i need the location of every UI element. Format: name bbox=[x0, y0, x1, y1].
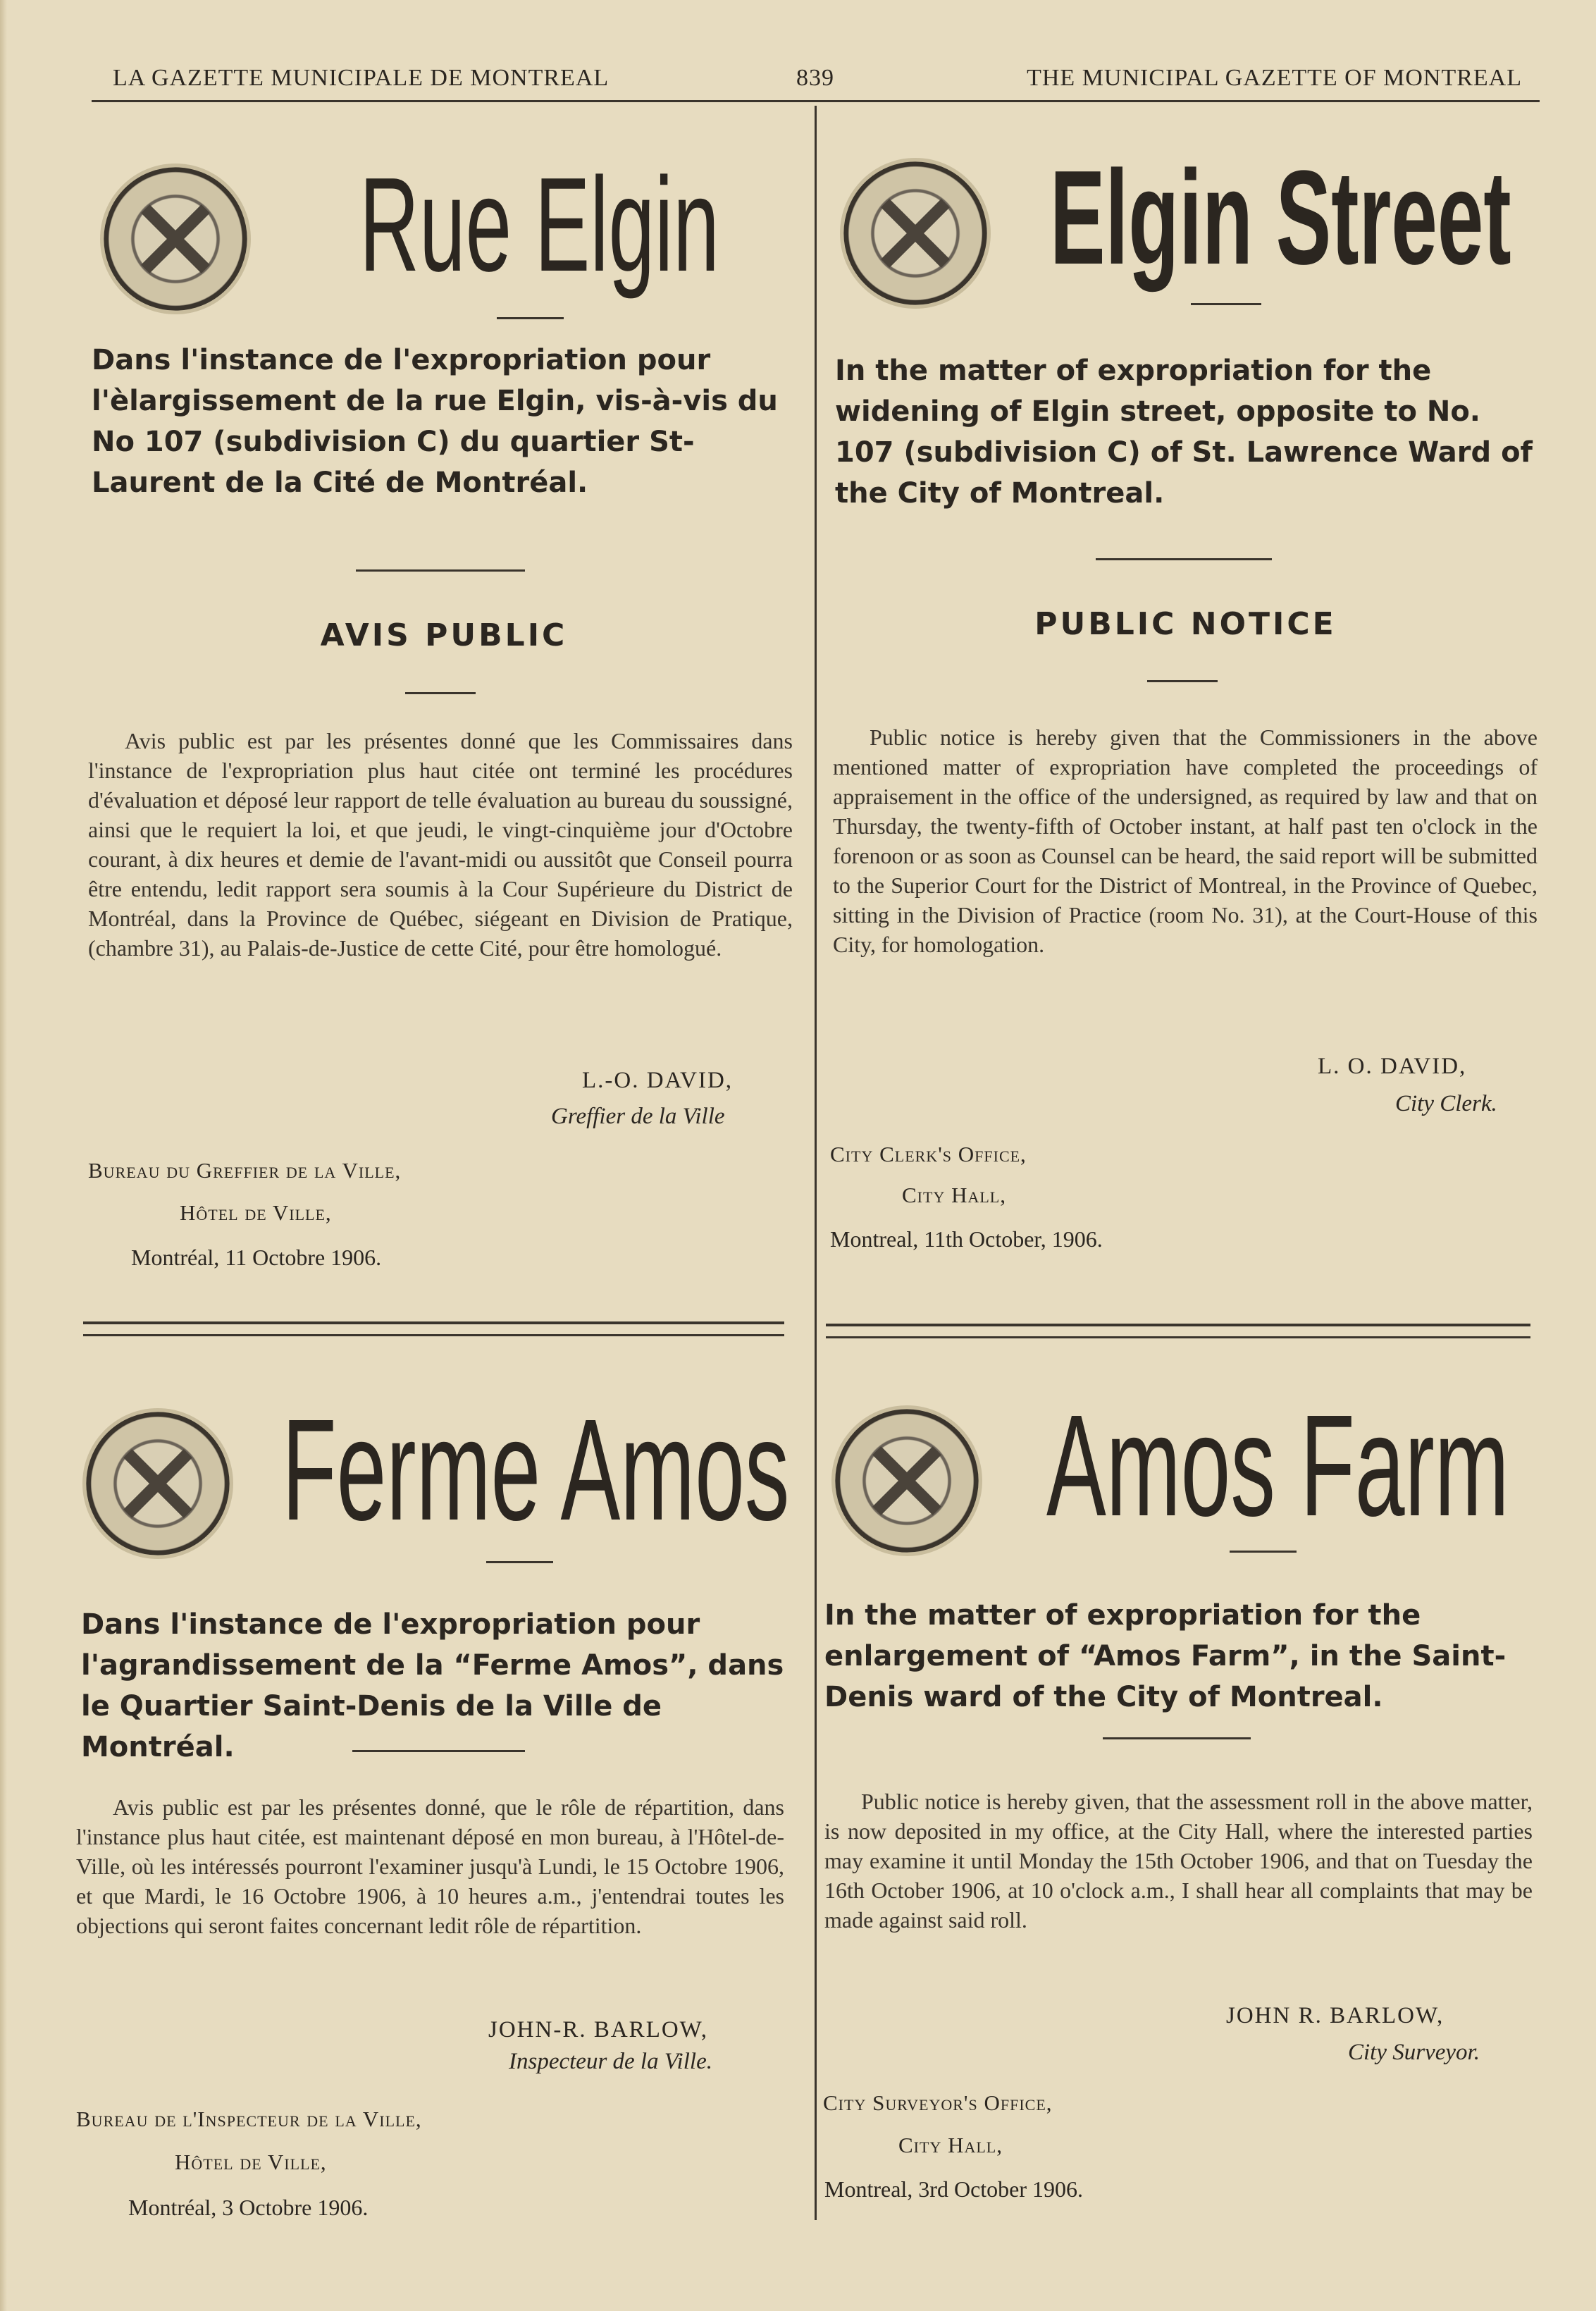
signer-title: Inspecteur de la Ville. bbox=[509, 2049, 712, 2074]
signer-name: L.-O. DAVID, bbox=[582, 1068, 734, 1093]
header-right-title: THE MUNICIPAL GAZETTE OF MONTREAL bbox=[1027, 65, 1522, 91]
section-double-rule bbox=[83, 1321, 784, 1336]
notice-body: Public notice is hereby given, that the assessment roll in the above matter, is now deposited in my office, at the City Hall, where the interested parties may examine it until Monday the 15th October 1906, and that on Tuesday the 16th October 1906, at 10 o'clock a.m., I shall hear all complaints that may be made against said roll. bbox=[824, 1789, 1533, 1933]
seal-icon bbox=[82, 1408, 233, 1559]
notice-heading: AVIS PUBLIC bbox=[320, 617, 568, 653]
notice-lead: Dans l'instance de l'expropriation pour l'agrandissement de la “Ferme Amos”, dans le Quartier Saint-Denis de la Ville de Montréal. bbox=[81, 1608, 784, 1763]
divider bbox=[405, 692, 476, 694]
signer-name: L. O. DAVID, bbox=[1318, 1054, 1467, 1079]
divider bbox=[1230, 1551, 1297, 1553]
notice-date: Montreal, 11th October, 1906. bbox=[830, 1226, 1103, 1252]
seal-icon bbox=[100, 164, 251, 314]
office-line: Hôtel de Ville, bbox=[175, 2150, 327, 2174]
notice-title: Elgin Street bbox=[1050, 143, 1511, 292]
notice-body: Public notice is hereby given that the Commissioners in the above mentioned matter of expropriation have completed the proceedings of appraisement in the office of the undersigned, as required by law and that on Thursday, the twenty-fifth of October instant, at half past ten o'clock in the forenoon or as soon as Counsel can be heard, the said report will be submitted to the Superior Court for the District of Montreal, in the Province of Quebec, sitting in the Division of Practice (room No. 31), at the Court-House of this City, for homologation. bbox=[833, 725, 1538, 957]
notice-date: Montréal, 3 Octobre 1906. bbox=[128, 2195, 369, 2220]
signer-title: City Clerk. bbox=[1395, 1091, 1497, 1116]
signer-name: JOHN R. BARLOW, bbox=[1226, 2003, 1445, 2028]
office-line: Bureau de l'Inspecteur de la Ville, bbox=[76, 2107, 422, 2131]
page-number: 839 bbox=[796, 65, 834, 91]
office-line: Bureau du Greffier de la Ville, bbox=[88, 1158, 402, 1183]
signer-name: JOHN-R. BARLOW, bbox=[488, 2017, 709, 2042]
office-line: City Hall, bbox=[902, 1183, 1006, 1207]
page-edge bbox=[0, 0, 7, 2311]
office-line: City Hall, bbox=[898, 2133, 1003, 2157]
notice-heading: PUBLIC NOTICE bbox=[1034, 606, 1337, 642]
divider bbox=[1096, 558, 1272, 560]
seal-icon bbox=[831, 1405, 982, 1556]
divider bbox=[1191, 303, 1261, 305]
section-double-rule bbox=[826, 1324, 1530, 1338]
notice-lead: In the matter of expropriation for the widening of Elgin street, opposite to No. 107 (subdivision C) of St. Lawrence Ward of the City of Montreal. bbox=[835, 355, 1533, 510]
divider bbox=[1147, 680, 1218, 682]
divider bbox=[486, 1561, 553, 1563]
seal-icon bbox=[840, 158, 991, 309]
signer-title: Greffier de la Ville bbox=[551, 1104, 725, 1129]
office-line: Hôtel de Ville, bbox=[180, 1200, 332, 1225]
divider bbox=[352, 1750, 525, 1752]
notice-date: Montreal, 3rd October 1906. bbox=[824, 2176, 1084, 2202]
notice-title: Amos Farm bbox=[1046, 1385, 1509, 1546]
divider bbox=[356, 569, 525, 572]
page-header bbox=[92, 65, 1522, 100]
signer-title: City Surveyor. bbox=[1348, 2040, 1480, 2065]
notice-title: Ferme Amos bbox=[282, 1389, 790, 1551]
column-divider bbox=[815, 106, 817, 2220]
header-rule bbox=[92, 100, 1540, 102]
divider bbox=[1103, 1737, 1251, 1739]
office-line: City Clerk's Office, bbox=[830, 1142, 1027, 1166]
notice-body: Avis public est par les présentes donné, que le rôle de répartition, dans l'instance plus haut citée, est maintenant déposé en mon bureau, à l'Hôtel-de-Ville, où les intéressés pourront l'examiner jusqu'à Lundi, le 15 Octobre 1906, et que Mardi, le 16 Octobre 1906, à 10 heures a.m., j'entendrai toutes les objections qui seront faites concernant ledit rôle de répartition. bbox=[76, 1794, 784, 1938]
notice-title: Rue Elgin bbox=[359, 150, 719, 300]
notice-body: Avis public est par les présentes donné que les Commissaires dans l'instance de l'expropriation plus haut citée ont terminé les procédures d'évaluation et déposé leur rapport de telle évaluation au bureau du soussigné, ainsi que le requiert la loi, et que jeudi, le vingt-cinquième jour d'Octobre courant, à dix heures et demie de l'avant-midi ou aussitôt que Conseil pourra être entendu, ledit rapport sera soumis à la Cour Supérieure du District de Montréal, dans la Province de Québec, siégeant en Division de Pratique, (chambre 31), au Palais-de-Justice de cette Cité, pour être homologué. bbox=[88, 728, 793, 961]
notice-lead: In the matter of expropriation for the enlargement of “Amos Farm”, in the Saint-Denis ward of the City of Montreal. bbox=[824, 1599, 1507, 1713]
office-line: City Surveyor's Office, bbox=[823, 2090, 1053, 2115]
notice-date: Montréal, 11 Octobre 1906. bbox=[131, 1245, 382, 1270]
header-left-title: LA GAZETTE MUNICIPALE DE MONTREAL bbox=[113, 65, 610, 91]
divider bbox=[497, 317, 564, 319]
notice-lead: Dans l'instance de l'expropriation pour l'èlargissement de la rue Elgin, vis-à-vis du No 107 (subdivision C) du quartier St-Laurent de la Cité de Montréal. bbox=[92, 344, 778, 499]
